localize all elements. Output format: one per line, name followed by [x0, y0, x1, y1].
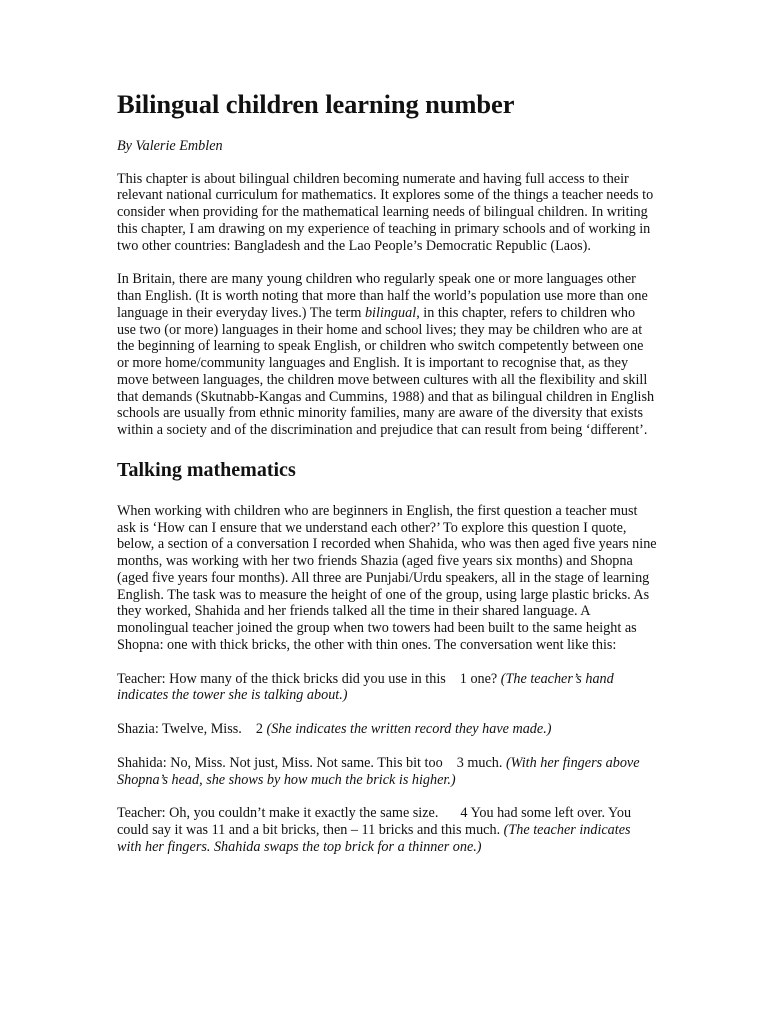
line-number: 3: [456, 754, 464, 771]
dialogue-speech: Teacher: How many of the thick bricks did you use in this: [117, 670, 446, 687]
dialogue-speech-cont: one?: [470, 670, 498, 687]
dialogue-speech: Shahida: No, Miss. Not just, Miss. Not same. This bit too: [117, 754, 443, 771]
context-paragraph: When working with children who are beginners in English, the first question a teacher must ask is ‘How can I ensure that we understand each other?’ To explore this question I quote, below, a section of a conversation I recorded when Shahida, who was then aged five years nine months, was working with her two friends Shazia (aged five years six months) and Shopna (aged five years four months). All three are Punjabi/Urdu speakers, all in the stage of learning English. The task was to measure the height of one of the group, using large plastic bricks. As they worked, Shahida and her friends talked all the time in their shared language. A monolingual teacher joined the group when two towers had been built to the same height as Shopna: one with thick bricks, the other with thin ones. The conversation went like this:: [117, 502, 657, 653]
dialogue-speech-cont: You had some left over. You could say it was 11 and a bit bricks, then – 11 bricks and this much.: [117, 805, 632, 839]
stage-direction: (The teacher indicates with her fingers. Shahida swaps the top brick for a thinner one.): [117, 822, 631, 855]
dialogue-line: [117, 671, 657, 705]
paragraph-text-before: In Britain, there are many young children who regularly speak one or more languages other than English. (It is worth noting that more than half the world’s population use more than one language in their everyday lives.) The term: [117, 271, 648, 321]
line-number: 1: [459, 670, 467, 687]
chapter-title: Bilingual children learning number: [117, 89, 515, 119]
bilingual-definition-paragraph: [117, 271, 657, 439]
paragraph-text-after: , in this chapter, refers to children who use two (or more) languages in their home and school lives; they may be children who are at the beginning of learning to speak English, or children who switch competently between one or more home/community languages and English. It is important to recognise that, as they move between languages, the children move between cultures with all the flexibility and skill that demands (Skutnabb-Kangas and Cummins, 1988) and that as bilingual children in English schools are usually from ethnic minority families, many are aware of the diversity that exists within a society and of the discrimination and prejudice that can result from being ‘different’.: [117, 304, 655, 439]
dialogue-line: [117, 805, 657, 855]
stage-direction: (The teacher’s hand indicates the tower she is talking about.): [117, 670, 614, 704]
line-number: 2: [255, 721, 263, 738]
intro-paragraph: This chapter is about bilingual children becoming numerate and having full access to their relevant national curriculum for mathematics. It explores some of the things a teacher needs to consider when providing for the mathematical learning needs of bilingual children. In writing this chapter, I am drawing on my experience of teaching in primary schools and of working in two other countries: Bangladesh and the Lao People’s Democratic Republic (Laos).: [117, 170, 654, 254]
stage-direction: (With her fingers above Shopna’s head, she shows by how much the brick is higher.): [117, 754, 640, 788]
line-number: 4: [460, 805, 468, 822]
text-column: [117, 86, 657, 856]
dialogue-line: [117, 755, 657, 789]
stage-direction: (She indicates the written record they have made.): [266, 721, 552, 738]
dialogue-speech-cont: much.: [467, 754, 503, 771]
dialogue-speech: Shazia: Twelve, Miss.: [117, 721, 242, 738]
dialogue-speech: Teacher: Oh, you couldn’t make it exactly the same size.: [117, 805, 439, 822]
dialogue-line: [117, 721, 657, 738]
author-byline: By Valerie Emblen: [117, 138, 223, 154]
section-heading: Talking mathematics: [117, 458, 296, 481]
term-bilingual: bilingual: [364, 304, 417, 321]
